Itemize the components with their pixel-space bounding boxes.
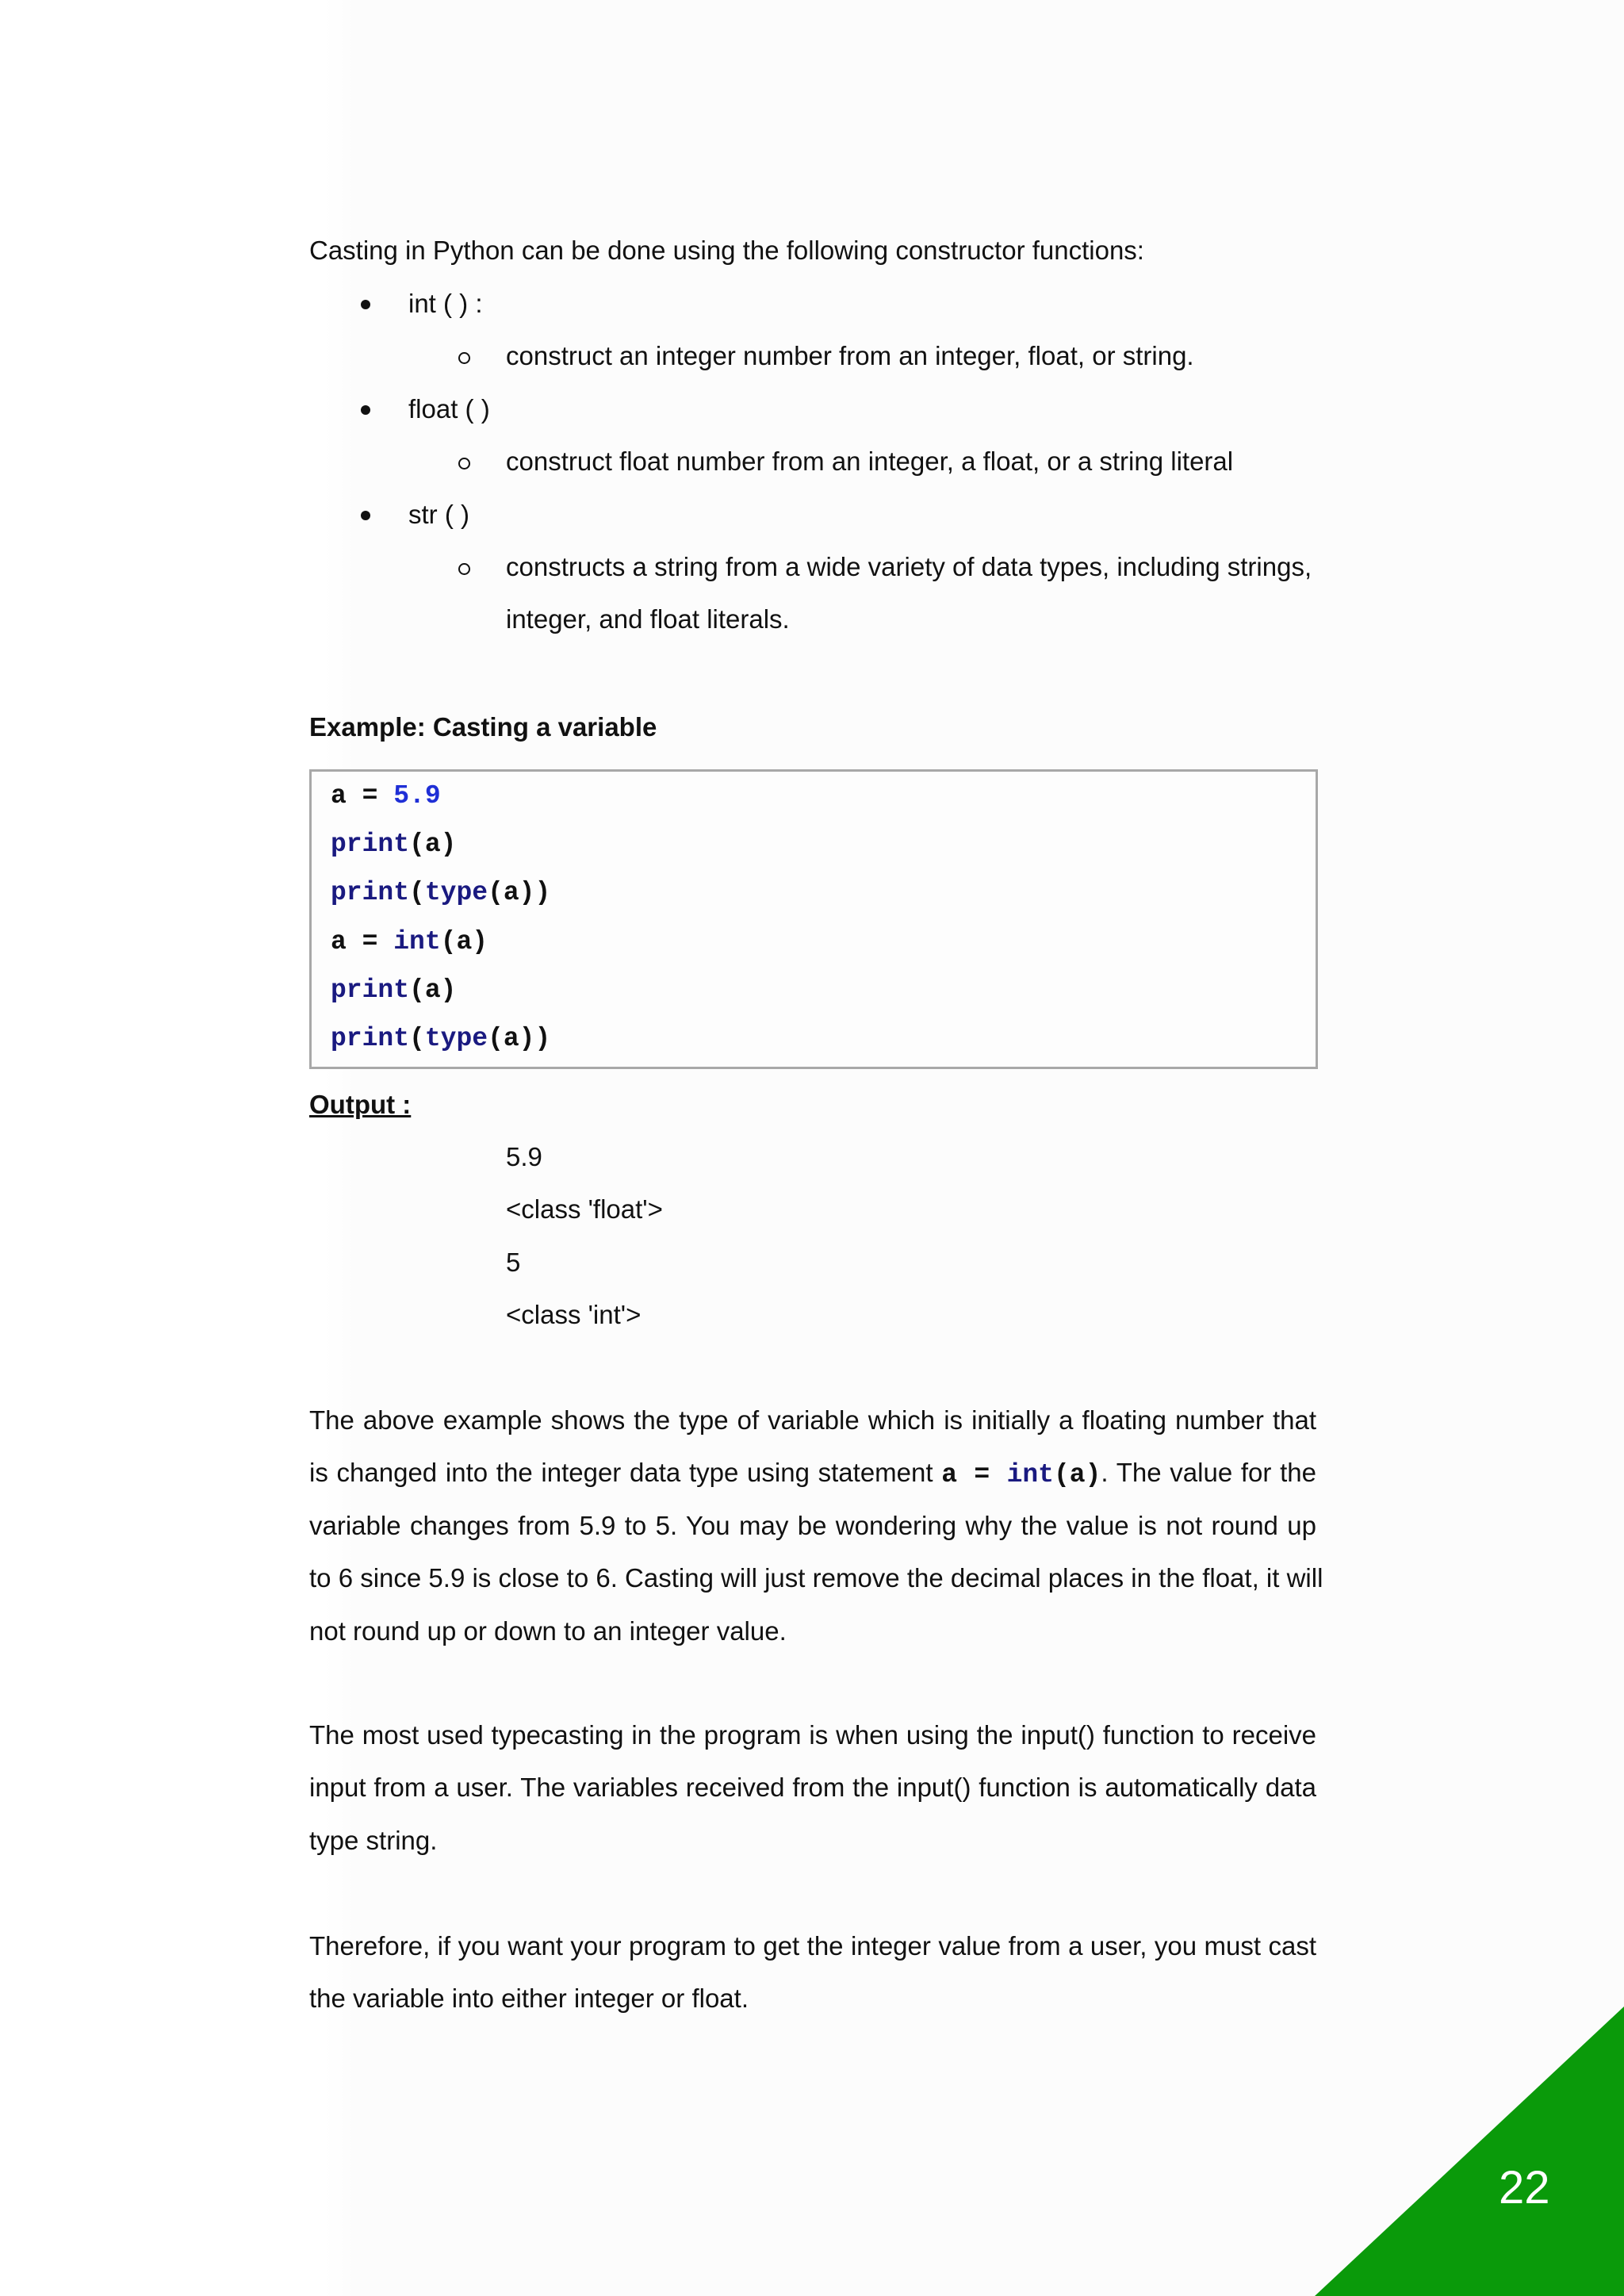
sub-bullet-circle-icon xyxy=(458,458,470,470)
code-line xyxy=(331,918,488,966)
sub-bullet-str-line2: integer, and float literals. xyxy=(506,604,790,634)
inline-code-text: a = xyxy=(941,1460,1007,1489)
sub-bullet-float: construct float number from an integer, a float, or a string literal xyxy=(506,447,1234,476)
paragraph-1-line: not round up or down to an integer value. xyxy=(309,1616,787,1646)
sub-bullet-circle-icon xyxy=(458,352,470,364)
code-keyword: print xyxy=(331,830,410,859)
paragraph-2-line: type string. xyxy=(309,1826,438,1855)
code-line xyxy=(331,772,441,820)
paragraph-2-line: The most used typecasting in the program is when using the input() function to receive xyxy=(309,1720,1316,1750)
code-text: (a) xyxy=(409,976,457,1005)
code-keyword: print xyxy=(331,976,410,1005)
code-line xyxy=(331,966,456,1014)
output-line: <class 'int'> xyxy=(506,1300,642,1329)
output-line: <class 'float'> xyxy=(506,1194,663,1224)
paragraph-1-line: variable changes from 5.9 to 5. You may be wondering why the value is not round up xyxy=(309,1511,1316,1540)
output-line: 5.9 xyxy=(506,1142,542,1171)
code-line xyxy=(331,820,456,868)
code-text: a = xyxy=(331,781,394,811)
code-text: a = xyxy=(331,927,394,956)
paragraph-1-line: The above example shows the type of variable which is initially a floating number that xyxy=(309,1405,1316,1435)
bullet-float: float ( ) xyxy=(408,394,490,424)
paragraph-1-line: to 6 since 5.9 is close to 6. Casting will just remove the decimal places in the float, it will xyxy=(309,1563,1323,1593)
sub-bullet-int: construct an integer number from an integer, float, or string. xyxy=(506,341,1194,370)
bullet-dot-icon xyxy=(361,300,370,309)
bullet-int: int ( ) : xyxy=(408,289,483,318)
output-label: Output : xyxy=(309,1090,412,1119)
code-keyword: type xyxy=(424,1024,488,1053)
example-heading: Example: Casting a variable xyxy=(309,712,657,742)
inline-code xyxy=(941,1460,1101,1489)
inline-code-text: (a) xyxy=(1054,1460,1101,1489)
paragraph-text: is changed into the integer data type using statement xyxy=(309,1458,942,1487)
intro-text: Casting in Python can be done using the following constructor functions: xyxy=(309,236,1144,265)
paragraph-1-line xyxy=(309,1447,1316,1502)
page-corner-triangle xyxy=(1315,2007,1624,2296)
code-keyword: print xyxy=(331,878,410,907)
code-line xyxy=(331,1014,550,1063)
paragraph-text: . The value for the xyxy=(1101,1458,1316,1487)
bullet-str: str ( ) xyxy=(408,500,469,529)
code-keyword: type xyxy=(424,878,488,907)
bullet-dot-icon xyxy=(361,405,370,415)
code-keyword: print xyxy=(331,1024,410,1053)
code-text: (a)) xyxy=(488,878,551,907)
paragraph-3-line: the variable into either integer or float. xyxy=(309,1984,749,2013)
code-text: ( xyxy=(409,878,425,907)
code-block xyxy=(309,769,1318,1069)
code-text: (a) xyxy=(440,927,488,956)
sub-bullet-str-line1: constructs a string from a wide variety of data types, including strings, xyxy=(506,552,1312,581)
page-number: 22 xyxy=(1499,2162,1550,2214)
code-text: ( xyxy=(409,1024,425,1053)
code-text: (a)) xyxy=(488,1024,551,1053)
code-number: 5.9 xyxy=(393,781,441,811)
bullet-dot-icon xyxy=(361,511,370,520)
code-line xyxy=(331,868,550,917)
inline-code-keyword: int xyxy=(1006,1460,1054,1489)
code-text: (a) xyxy=(409,830,457,859)
sub-bullet-circle-icon xyxy=(458,563,470,575)
paragraph-3-line: Therefore, if you want your program to get the integer value from a user, you must cast xyxy=(309,1931,1316,1961)
output-line: 5 xyxy=(506,1248,521,1277)
paragraph-2-line: input from a user. The variables received from the input() function is automatically data xyxy=(309,1773,1316,1802)
code-keyword: int xyxy=(393,927,441,956)
